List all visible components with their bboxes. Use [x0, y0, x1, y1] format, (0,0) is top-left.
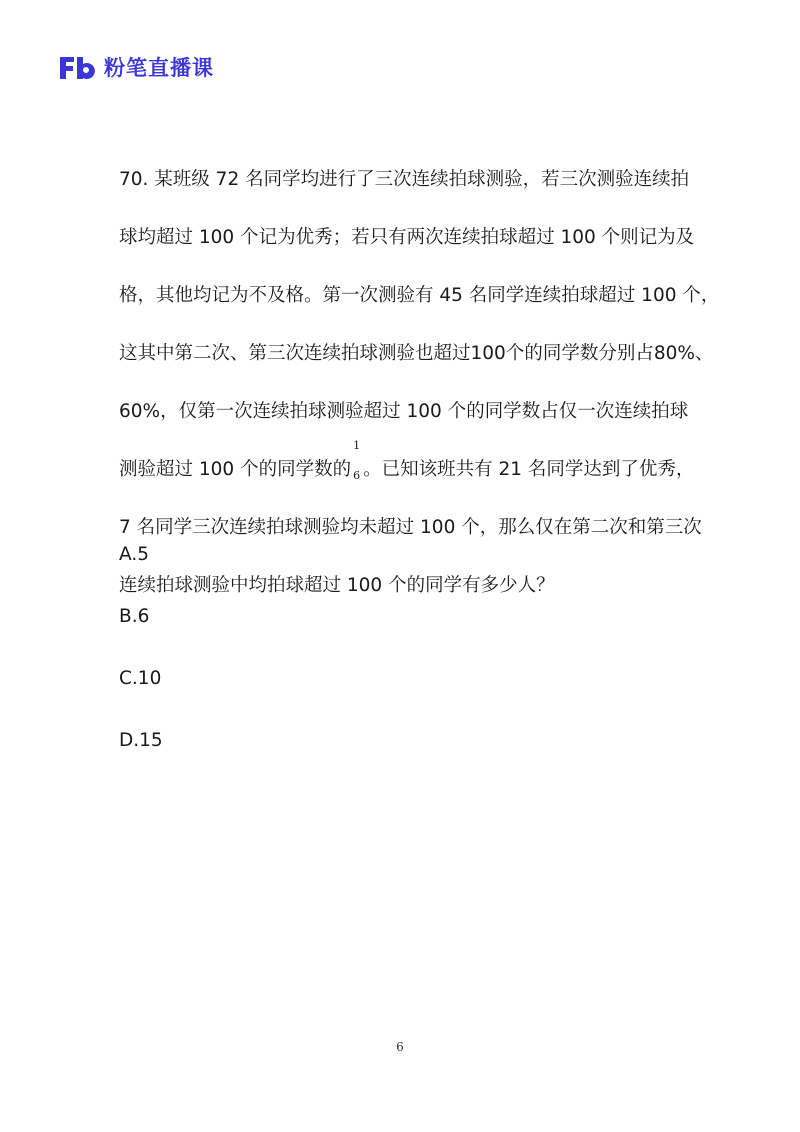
question-line-6-start: 测验超过 100 个的同学数的 — [119, 459, 352, 480]
brand-name: 粉笔直播课 — [104, 56, 214, 80]
question-line-6-end: 。已知该班共有 21 名同学达到了优秀， — [363, 459, 695, 480]
question-line-8: 连续拍球测验中均拍球超过 100 个的同学有多少人？ — [119, 575, 555, 596]
question-line-4: 这其中第二次、第三次连续拍球测验也超过100个的同学数分别占80%、 — [119, 343, 714, 364]
brand-logo — [56, 52, 214, 82]
answer-options — [119, 540, 163, 788]
option-b: B.6 — [119, 606, 150, 627]
question-line-1: 70. 某班级 72 名同学均进行了三次连续拍球测验，若三次测验连续拍 — [119, 169, 690, 190]
option-c: C.10 — [119, 668, 162, 689]
fraction — [351, 439, 363, 485]
question-line-3: 格，其他均记为不及格。第一次测验有 45 名同学连续拍球超过 100 个， — [119, 285, 720, 306]
question-line-6 — [119, 439, 699, 513]
fraction-denominator: 6 — [353, 469, 361, 482]
fenbi-logo-icon — [56, 53, 100, 81]
option-a: A.5 — [119, 544, 149, 565]
question-line-2: 球均超过 100 个记为优秀；若只有两次连续拍球超过 100 个则记为及 — [119, 227, 695, 248]
option-d: D.15 — [119, 730, 163, 751]
question-line-5: 60%，仅第一次连续拍球测验超过 100 个的同学数占仅一次连续拍球 — [119, 401, 689, 422]
question-line-7: 7 名同学三次连续拍球测验均未超过 100 个，那么仅在第二次和第三次 — [119, 517, 702, 538]
question-text — [119, 165, 720, 629]
fraction-numerator: 1 — [353, 439, 361, 452]
page-number: 6 — [396, 1040, 404, 1054]
